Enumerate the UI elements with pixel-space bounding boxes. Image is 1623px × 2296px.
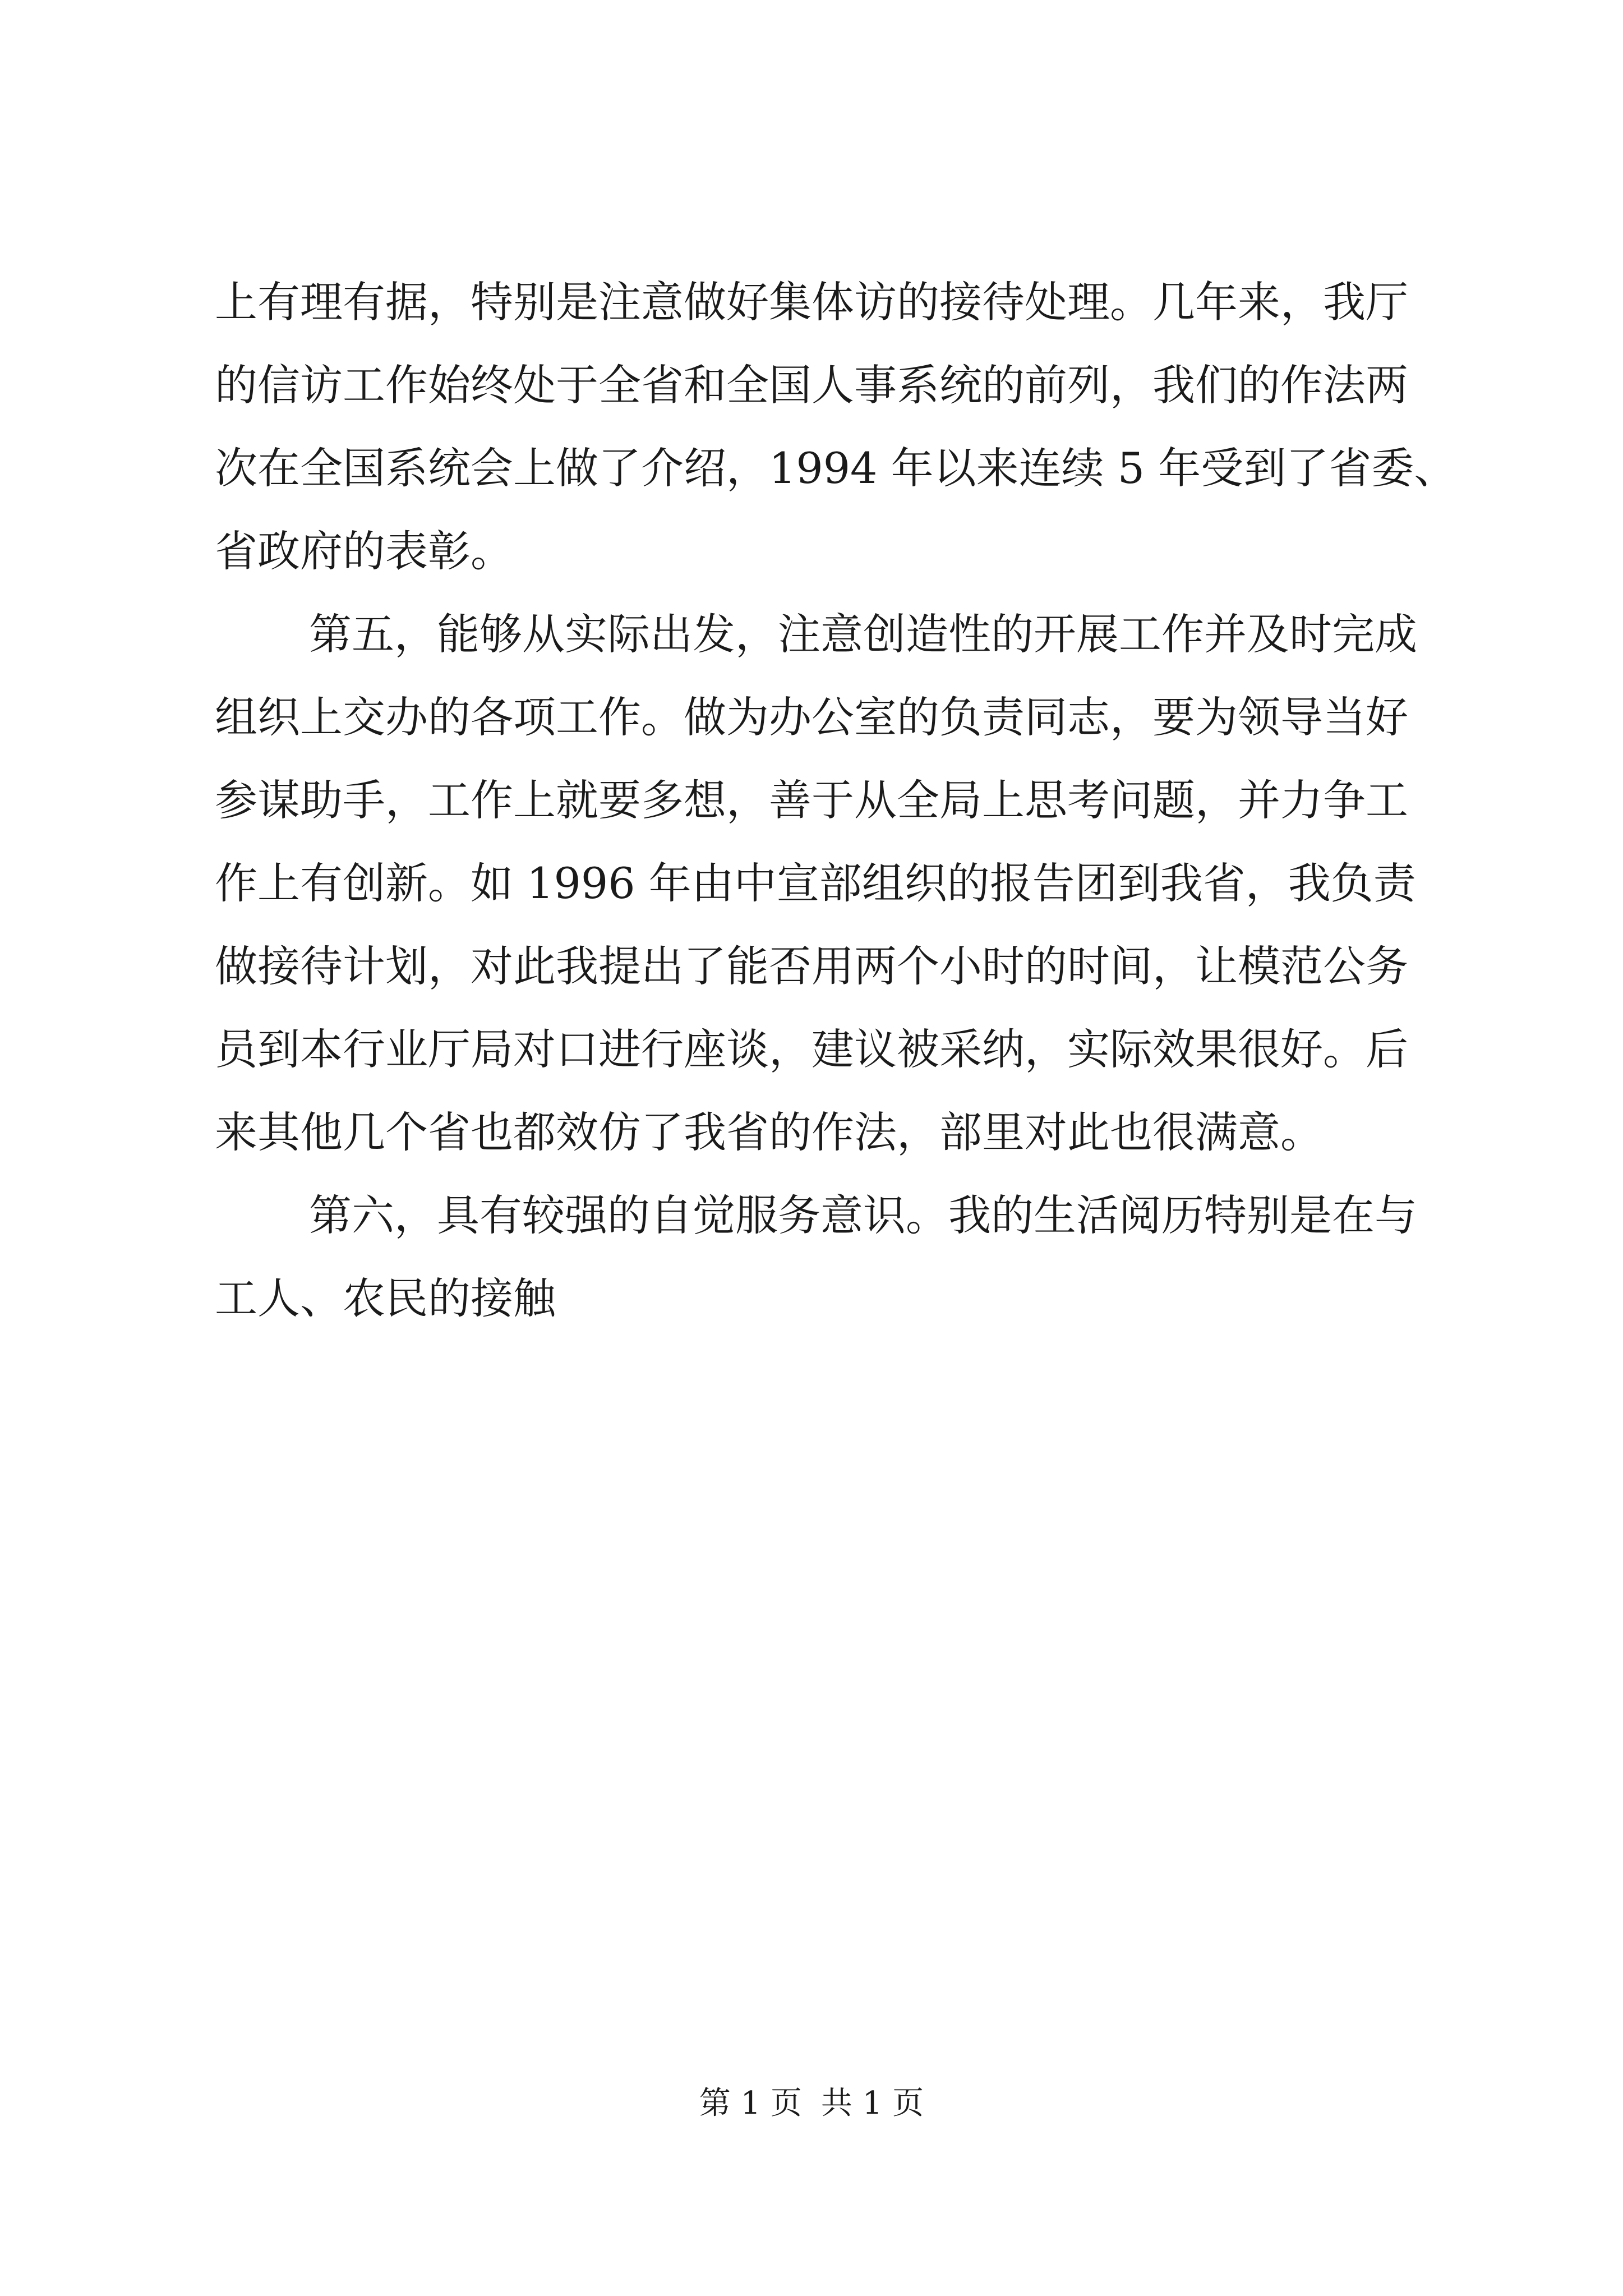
page-number-label: 第 1 页	[699, 2085, 802, 2122]
text-line-6: 组织上交办的各项工作。做为办公室的负责同志，要为领导当好	[215, 692, 1408, 742]
text-line-8: 作上有创新。如 1996 年由中宣部组织的报告团到我省，我负责	[215, 858, 1416, 908]
text-line-11: 来其他几个省也都效仿了我省的作法，部里对此也很满意。	[215, 1107, 1323, 1157]
text-line-3: 次在全国系统会上做了介绍，1994 年以来连续 5 年受到了省委、	[215, 443, 1457, 493]
text-line-10: 员到本行业厅局对口进行座谈，建议被采纳，实际效果很好。后	[215, 1024, 1408, 1074]
text-line-4: 省政府的表彰。	[215, 526, 513, 576]
text-line-9: 做接待计划，对此我提出了能否用两个小时的时间，让模范公务	[215, 941, 1408, 991]
text-line-2: 的信访工作始终处于全省和全国人事系统的前列，我们的作法两	[215, 360, 1408, 410]
page-total-label: 共 1 页	[821, 2085, 924, 2122]
text-line-1: 上有理有据，特别是注意做好集体访的接待处理。几年来，我厅	[215, 277, 1408, 327]
text-line-12: 第六，具有较强的自觉服务意识。我的生活阅历特别是在与	[309, 1190, 1417, 1240]
document-body	[215, 261, 1457, 1340]
text-line-13: 工人、农民的接触	[215, 1273, 556, 1323]
text-line-5: 第五，能够从实际出发，注意创造性的开展工作并及时完成	[309, 609, 1417, 659]
text-line-7: 参谋助手，工作上就要多想，善于从全局上思考问题，并力争工	[215, 775, 1408, 825]
page-footer	[0, 2081, 1623, 2126]
